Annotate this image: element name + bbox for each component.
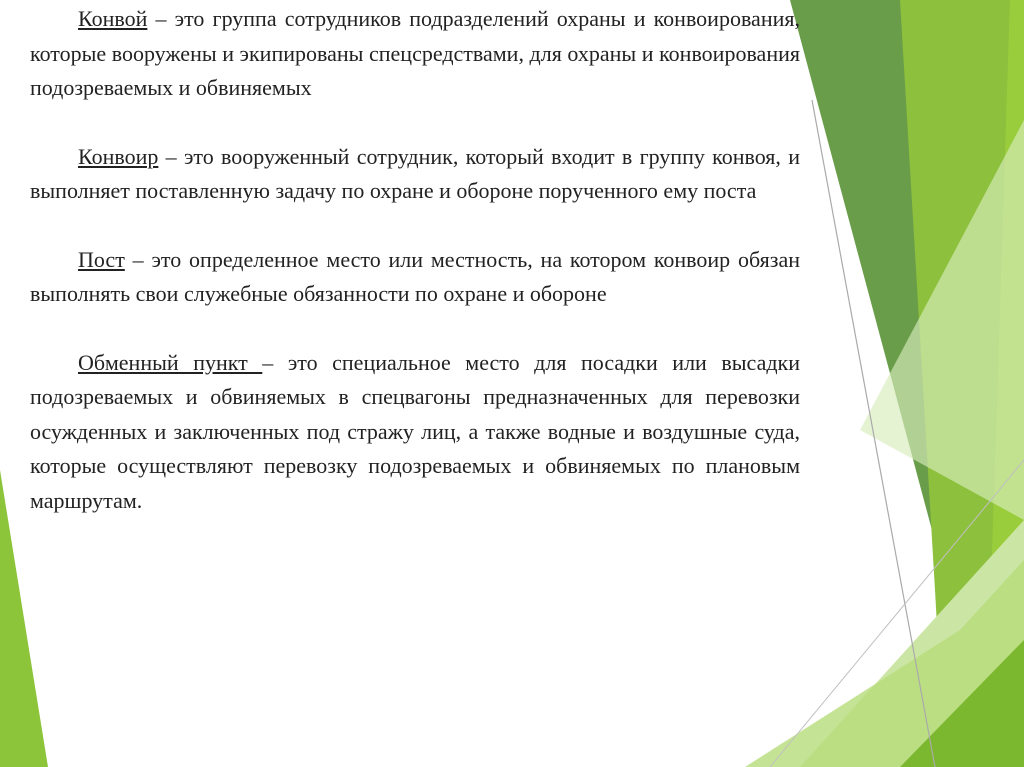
term-exchange-point: Обменный пункт bbox=[78, 349, 263, 375]
term-post: Пост bbox=[78, 246, 125, 272]
text-exchange-point: – это специальное место для посадки или высадки подозреваемых и обвиняемых в спецвагоны предназначенных для перевозки осужденных и заключенных под стражу лиц, а также водные и воздушные суда, которые осуществляют перевозку подозреваемых и обвиняемых по плановым маршрутам. bbox=[30, 349, 800, 513]
text-content bbox=[30, 2, 800, 552]
term-convoy: Конвой bbox=[78, 6, 148, 31]
definition-convoy bbox=[30, 2, 800, 106]
text-convoy: – это группа сотрудников подразделений охраны и конвоирования, которые вооружены и экипированы спецсредствами, для охраны и конвоирования подозреваемых и обвиняемых bbox=[30, 6, 800, 100]
text-escort: – это вооруженный сотрудник, который входит в группу конвоя, и выполняет поставленную задачу по охране и обороне порученного ему поста bbox=[30, 143, 800, 203]
text-post: – это определенное место или местность, на котором конвоир обязан выполнять свои служебные обязанности по охране и обороне bbox=[30, 246, 800, 306]
definition-exchange-point bbox=[30, 346, 800, 519]
definition-escort bbox=[30, 140, 800, 209]
definition-post bbox=[30, 243, 800, 312]
term-escort: Конвоир bbox=[78, 143, 159, 169]
